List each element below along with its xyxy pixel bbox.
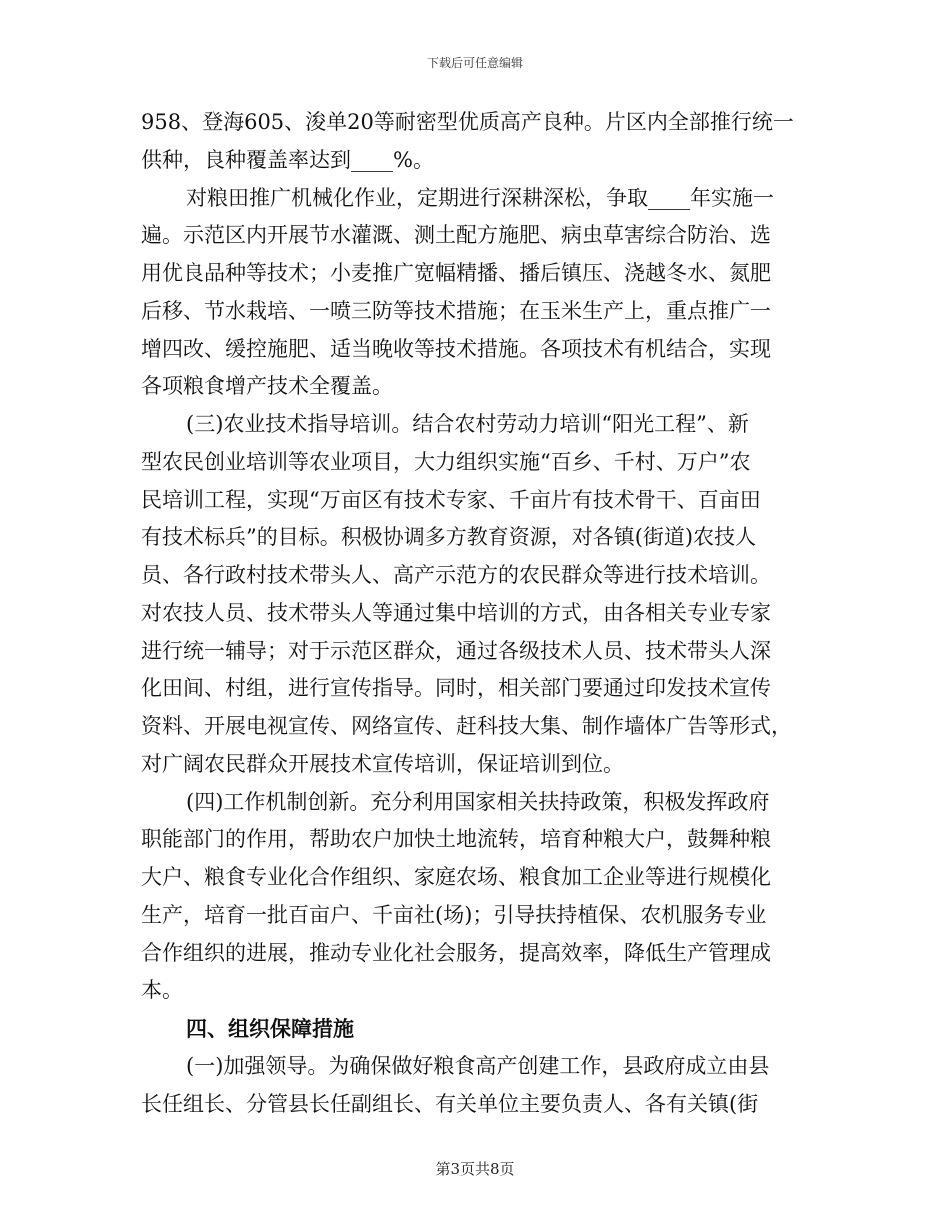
text-line: 进行统一辅导；对于示范区群众，通过各级技术人员、技术带头人深 bbox=[141, 638, 771, 663]
page-footer: 第3页共8页 bbox=[435, 1160, 515, 1178]
text-line: 合作组织的进展，推动专业化社会服务，提高效率，降低生产管理成 bbox=[141, 940, 771, 965]
text-line: 本。 bbox=[141, 978, 183, 1003]
text-line: 供种，良种覆盖率达到____%。 bbox=[141, 147, 434, 172]
document-body bbox=[141, 104, 817, 1123]
text-line: (三)农业技术指导培训。结合农村劳动力培训“阳光工程”、新 bbox=[186, 412, 749, 436]
page-header: 下载后可任意编辑 bbox=[426, 56, 523, 70]
text-line: 员、各行政村技术带头人、高产示范方的农民群众等进行技术培训。 bbox=[141, 563, 771, 587]
text-line: 对广阔农民群众开展技术宣传培训，保证培训到位。 bbox=[141, 751, 624, 776]
text-line: 用优良品种等技术；小麦推广宽幅精播、播后镇压、浇越冬水、氮肥 bbox=[141, 261, 771, 285]
text-line: 有技术标兵”的目标。积极协调多方教育资源，对各镇(街道)农技人 bbox=[141, 525, 757, 550]
text-line: 各项粮食增产技术全覆盖。 bbox=[141, 374, 393, 399]
text-line: 对农技人员、技术带头人等通过集中培训的方式，由各相关专业专家 bbox=[141, 600, 771, 625]
text-line: 化田间、村组，进行宣传指导。同时，相关部门要通过印发技术宣传 bbox=[141, 676, 771, 701]
text-line: 型农民创业培训等农业项目，大力组织实施“百乡、千村、万户”农 bbox=[141, 449, 751, 474]
text-line: 对粮田推广机械化作业，定期进行深耕深松，争取____年实施一 bbox=[186, 185, 774, 210]
text-line: (四)工作机制创新。充分利用国家相关扶持政策，积极发挥政府 bbox=[186, 789, 770, 814]
text-line: 大户、粮食专业化合作组织、家庭农场、粮食加工企业等进行规模化 bbox=[141, 865, 771, 889]
text-line: 958、登海605、浚单20等耐密型优质高产良种。片区内全部推行统一 bbox=[141, 110, 794, 134]
text-line: (一)加强领导。为确保做好粮食高产创建工作，县政府成立由县 bbox=[186, 1053, 770, 1078]
text-line: 职能部门的作用，帮助农户加快土地流转，培育种粮大户，鼓舞种粮 bbox=[141, 827, 771, 852]
text-line: 民培训工程，实现“万亩区有技术专家、千亩片有技术骨干、百亩田 bbox=[141, 487, 761, 512]
text-line: 后移、节水栽培、一喷三防等技术措施；在玉米生产上，重点推广一 bbox=[141, 298, 771, 323]
text-line: 资料、开展电视宣传、网络宣传、赶科技大集、制作墙体广告等形式， bbox=[141, 714, 792, 738]
text-line: 生产，培育一批百亩户、千亩社(场)；引导扶持植保、农机服务专业 bbox=[141, 902, 767, 927]
text-line: 遍。示范区内开展节水灌溉、测土配方施肥、病虫草害综合防治、选 bbox=[141, 223, 771, 248]
text-line: 长任组长、分管县长任副组长、有关单位主要负责人、各有关镇(街 bbox=[141, 1091, 759, 1116]
section-heading: 四、组织保障措施 bbox=[186, 1016, 354, 1041]
text-line: 增四改、缓控施肥、适当晚收等技术措施。各项技术有机结合，实现 bbox=[141, 336, 771, 361]
